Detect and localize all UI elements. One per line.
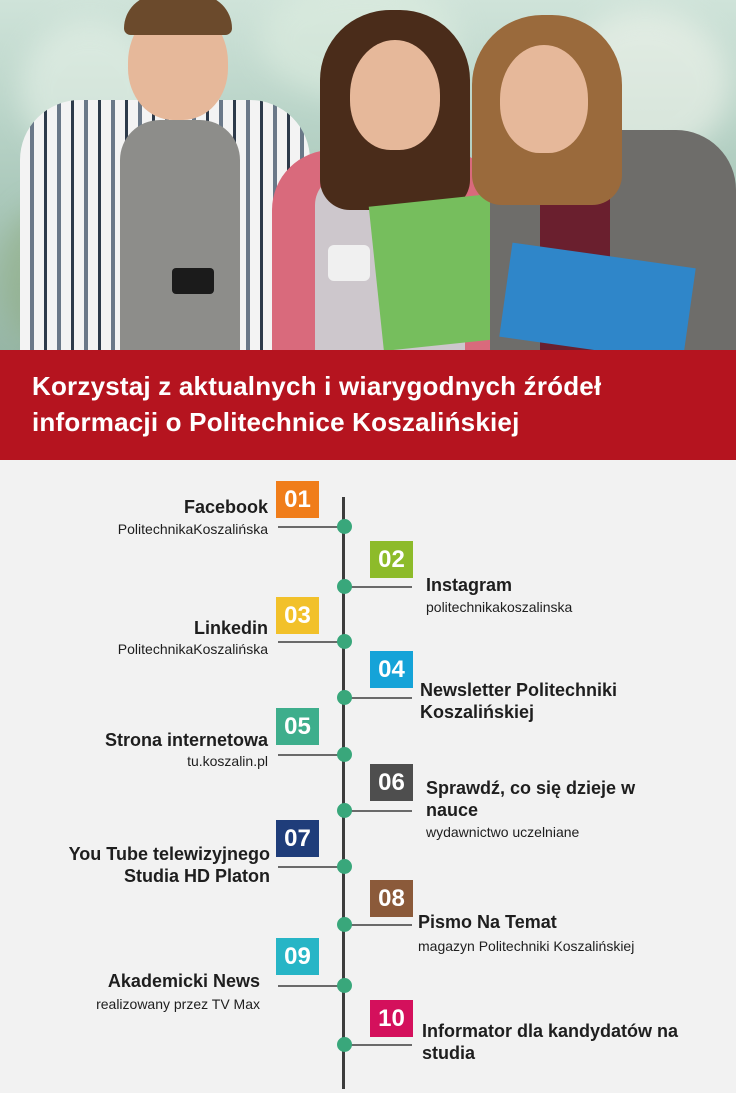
badge-03: 03: [276, 597, 319, 634]
item-title-newsletter[interactable]: Newsletter Politechniki Koszalińskiej: [420, 680, 618, 722]
connector-10: [345, 1044, 412, 1046]
item-title-science[interactable]: Sprawdź, co się dzieje w nauce: [426, 778, 636, 820]
badge-10: 10: [370, 1000, 413, 1037]
item-subtitle-akademicki[interactable]: realizowany przez TV Max: [96, 996, 260, 1012]
connector-06: [345, 810, 412, 812]
item-title-pismo[interactable]: Pismo Na Temat: [418, 912, 557, 932]
connector-08: [345, 924, 412, 926]
badge-01: 01: [276, 481, 319, 518]
connector-05: [278, 754, 345, 756]
item-title-informator[interactable]: Informator dla kandydatów na studia: [422, 1021, 679, 1063]
item-title-facebook[interactable]: Facebook: [183, 497, 268, 517]
dot-03: [337, 634, 352, 649]
dot-06: [337, 803, 352, 818]
dot-02: [337, 579, 352, 594]
connector-07: [278, 866, 345, 868]
connector-02: [345, 586, 412, 588]
badge-04: 04: [370, 651, 413, 688]
item-subtitle-science[interactable]: wydawnictwo uczelniane: [426, 824, 580, 840]
item-subtitle-facebook[interactable]: PolitechnikaKoszalińska: [117, 521, 268, 537]
connector-04: [345, 697, 412, 699]
dot-08: [337, 917, 352, 932]
item-title-youtube[interactable]: You Tube telewizyjnego Studia HD Platon: [68, 844, 270, 886]
dot-05: [337, 747, 352, 762]
badge-07: 07: [276, 820, 319, 857]
badge-05: 05: [276, 708, 319, 745]
dot-07: [337, 859, 352, 874]
dot-09: [337, 978, 352, 993]
badge-08: 08: [370, 880, 413, 917]
dot-10: [337, 1037, 352, 1052]
item-subtitle-instagram[interactable]: politechnikakoszalinska: [426, 599, 573, 615]
hero-photo: [0, 0, 736, 350]
connector-09: [278, 985, 345, 987]
connector-03: [278, 641, 345, 643]
connector-01: [278, 526, 345, 528]
item-title-akademicki[interactable]: Akademicki News: [107, 971, 260, 991]
banner-title: Korzystaj z aktualnych i wiarygodnych źródeł informacji o Politechnice Koszalińskiej: [32, 371, 602, 437]
item-title-linkedin[interactable]: Linkedin: [193, 618, 268, 638]
dot-04: [337, 690, 352, 705]
badge-09: 09: [276, 938, 319, 975]
item-title-website[interactable]: Strona internetowa: [104, 730, 268, 750]
dot-01: [337, 519, 352, 534]
item-subtitle-website[interactable]: tu.koszalin.pl: [187, 753, 268, 769]
badge-06: 06: [370, 764, 413, 801]
item-subtitle-pismo[interactable]: magazyn Politechniki Koszalińskiej: [418, 938, 635, 954]
item-title-instagram[interactable]: Instagram: [426, 575, 513, 595]
badge-02: 02: [370, 541, 413, 578]
item-subtitle-linkedin[interactable]: PolitechnikaKoszalińska: [117, 641, 268, 657]
